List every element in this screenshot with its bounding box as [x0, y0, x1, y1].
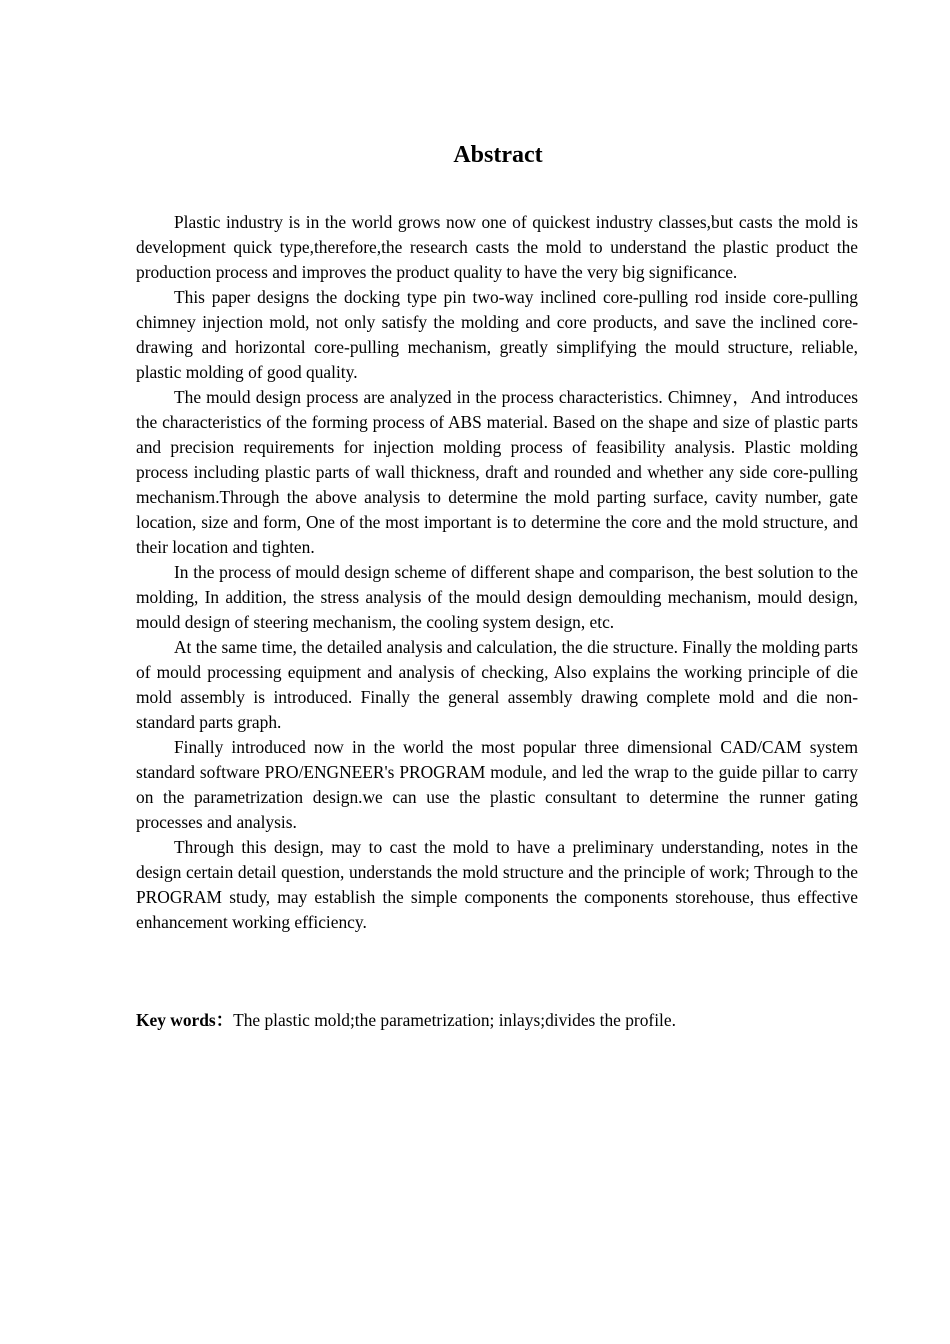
page-title: Abstract [453, 142, 543, 168]
abstract-paragraph-4: In the process of mould design scheme of different shape and comparison, the best solution to the molding, In addition, the stress analysis of the mould design demoulding mechanism, mould design, mould design of steering mechanism, the cooling system design, etc. [136, 562, 858, 632]
abstract-body [136, 210, 858, 935]
keywords-label: Key words： [136, 1010, 234, 1030]
abstract-paragraph-5: At the same time, the detailed analysis and calculation, the die structure. Finally the molding parts of mould processing equipment and analysis of checking, Also explains the working principle of die mold assembly is introduced. Finally the general assembly drawing complete mold and die non-standard parts graph. [136, 637, 858, 732]
keywords-line [136, 1008, 858, 1033]
abstract-paragraph-1: Plastic industry is in the world grows now one of quickest industry classes,but casts the mold is development quick type,therefore,the research casts the mold to understand the plastic product the production process and improves the product quality to have the very big significance. [136, 212, 858, 282]
abstract-paragraph-2: This paper designs the docking type pin two-way inclined core-pulling rod inside core-pulling chimney injection mold, not only satisfy the molding and core products, and save the inclined core-drawing and horizontal core-pulling mechanism, greatly simplifying the mould structure, reliable, plastic molding of good quality. [136, 287, 858, 382]
keywords-text: The plastic mold;the parametrization; inlays;divides the profile. [233, 1010, 676, 1030]
abstract-paragraph-6: Finally introduced now in the world the most popular three dimensional CAD/CAM system standard software PRO/ENGNEER's PROGRAM module, and led the wrap to the guide pillar to carry on the parametrization design.we can use the plastic consultant to determine the runner gating processes and analysis. [136, 737, 858, 832]
abstract-paragraph-7: Through this design, may to cast the mold to have a preliminary understanding, notes in the design certain detail question, understands the mold structure and the principle of work; Through to the PROGRAM study, may establish the simple components the components storehouse, thus effective enhancement working efficiency. [136, 837, 858, 932]
abstract-paragraph-3: The mould design process are analyzed in the process characteristics. Chimney，And introduces the characteristics of the forming process of ABS material. Based on the shape and size of plastic parts and precision requirements for injection molding process of feasibility analysis. Plastic molding process including plastic parts of wall thickness, draft and rounded and whether any side core-pulling mechanism.Through the above analysis to determine the mold parting surface, cavity number, gate location, size and form, One of the most important is to determine the core and the mold structure, and their location and tighten. [136, 387, 858, 557]
